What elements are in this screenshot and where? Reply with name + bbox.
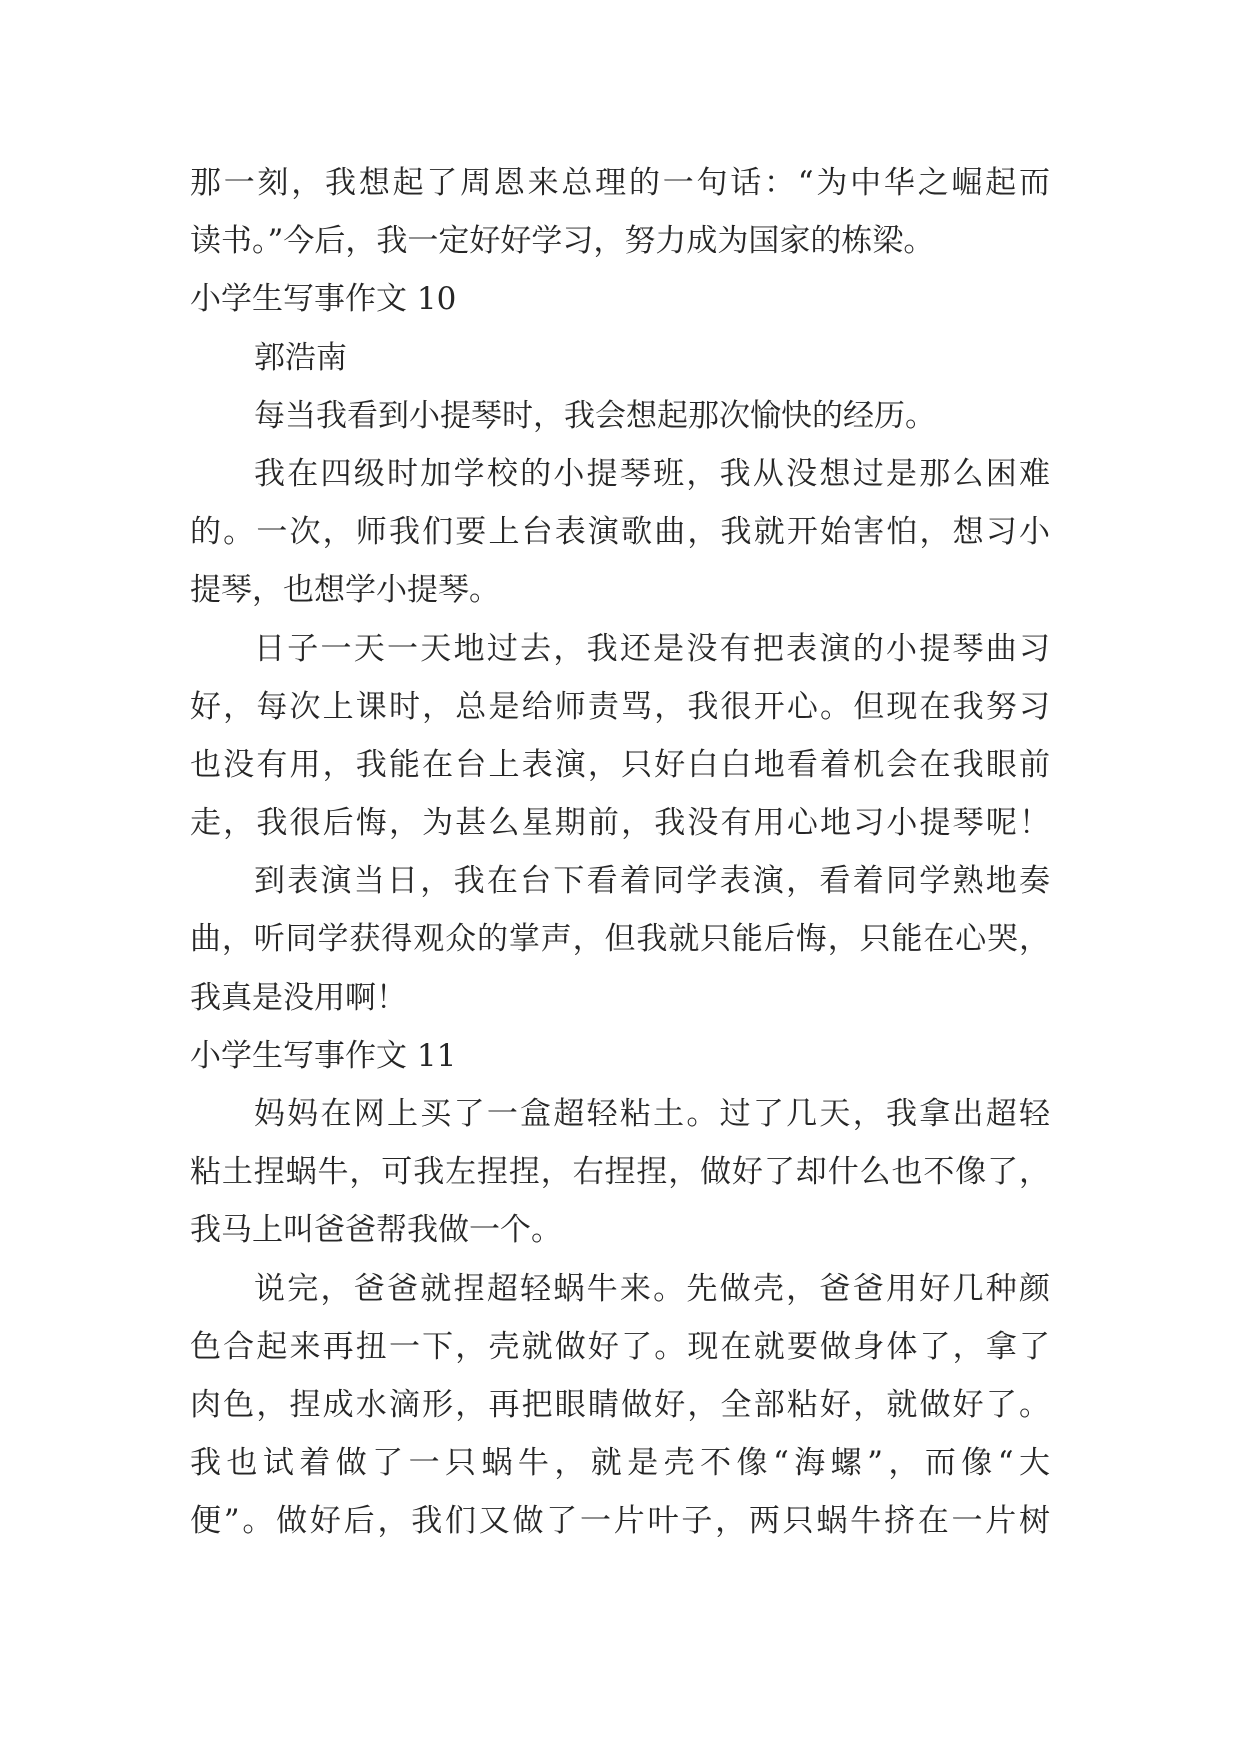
- paragraph: [190, 445, 1050, 620]
- text-line: 提琴，也想学小提琴。: [190, 572, 500, 609]
- continuation-paragraph: [190, 154, 1050, 270]
- text-line: 妈妈在网上买了一盒超轻粘土。过了几天，我拿出超轻: [254, 1096, 1050, 1132]
- essay-title: 小学生写事作文 11: [190, 1037, 457, 1074]
- text-line: 那一刻，我想起了周恩来总理的一句话：“为中华之崛起而: [190, 165, 1050, 201]
- text-line: 曲，听同学获得观众的掌声，但我就只能后悔，只能在心哭，: [190, 921, 1050, 958]
- text-line: 说完，爸爸就捏超轻蜗牛来。先做壳，爸爸用好几种颜: [254, 1270, 1050, 1307]
- text-line: 色合起来再扭一下，壳就做好了。现在就要做身体了，拿了: [190, 1328, 1050, 1365]
- paragraph: [190, 852, 1050, 1027]
- paragraph: [190, 1085, 1050, 1260]
- text-line: 也没有用，我能在台上表演，只好白白地看着机会在我眼前: [190, 746, 1050, 783]
- text-line: 好，每次上课时，总是给师责骂，我很开心。但现在我努习: [190, 688, 1050, 725]
- text-line: 我在四级时加学校的小提琴班，我从没想过是那么困难: [254, 455, 1050, 492]
- page-content: [190, 154, 1050, 1551]
- text-line: 日子一天一天地过去，我还是没有把表演的小提琴曲习: [254, 630, 1050, 667]
- paragraph: [190, 620, 1050, 853]
- text-line: 走，我很后悔，为甚么星期前，我没有用心地习小提琴呢！: [190, 805, 1050, 842]
- text-line: 读书。”今后，我一定好好学习，努力成为国家的栋梁。: [190, 223, 935, 260]
- paragraph: [190, 387, 1050, 445]
- text-line: 的。一次，师我们要上台表演歌曲，我就开始害怕，想习小: [190, 514, 1050, 551]
- text-line: 便”。做好后，我们又做了一片叶子，两只蜗牛挤在一片树: [190, 1503, 1050, 1540]
- text-line: 每当我看到小提琴时，我会想起那次愉快的经历。: [254, 397, 936, 434]
- essay-author: 郭浩南: [254, 339, 347, 376]
- text-line: 到表演当日，我在台下看着同学表演，看着同学熟地奏: [254, 863, 1050, 900]
- text-line: 我马上叫爸爸帮我做一个。: [190, 1212, 562, 1249]
- text-line: 肉色，捏成水滴形，再把眼睛做好，全部粘好，就做好了。: [190, 1386, 1050, 1423]
- text-line: 我也试着做了一只蜗牛，就是壳不像“海螺”，而像“大: [190, 1445, 1050, 1482]
- text-line: 我真是没用啊！: [190, 979, 407, 1016]
- essay-title: 小学生写事作文 10: [190, 281, 457, 318]
- text-line: 粘土捏蜗牛，可我左捏捏，右捏捏，做好了却什么也不像了，: [190, 1154, 1050, 1191]
- paragraph: [190, 1260, 1050, 1551]
